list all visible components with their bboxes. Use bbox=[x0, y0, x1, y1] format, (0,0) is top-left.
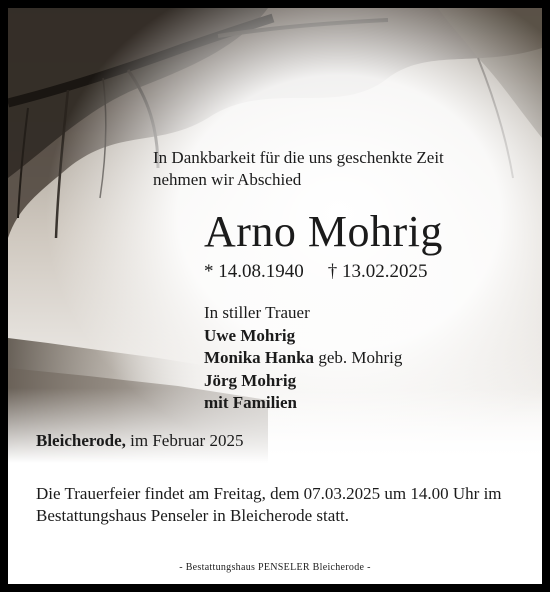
deceased-name: Arno Mohrig bbox=[204, 207, 443, 256]
birth-date: * 14.08.1940 bbox=[204, 261, 304, 282]
mourner-name: Monika Hanka bbox=[204, 348, 315, 367]
notice-date: im Februar 2025 bbox=[125, 431, 244, 450]
notice-content bbox=[8, 8, 542, 584]
intro-line-1: In Dankbarkeit für die uns geschenkte Zeit bbox=[153, 148, 444, 167]
mourner-name: Jörg Mohrig bbox=[204, 370, 297, 390]
death-date: † 13.02.2025 bbox=[327, 261, 428, 282]
place-and-date bbox=[36, 430, 243, 452]
intro-text bbox=[153, 147, 444, 191]
mourner-name: Uwe Mohrig bbox=[204, 325, 296, 345]
funeral-service-info: Die Trauerfeier findet am Freitag, dem 07.03.2025 um 14.00 Uhr im Bestattungshaus Penseler in Bleicherode statt. bbox=[36, 484, 502, 525]
place-name: Bleicherode, bbox=[36, 431, 126, 450]
funeral-home-footer: - Bestattungshaus PENSELER Bleicherode - bbox=[179, 562, 371, 573]
intro-line-2: nehmen wir Abschied bbox=[153, 170, 302, 189]
mourners-list bbox=[204, 302, 402, 415]
mourner-maiden-name: geb. Mohrig bbox=[314, 348, 403, 367]
life-dates bbox=[204, 261, 428, 283]
mourners-heading: In stiller Trauer bbox=[204, 303, 310, 322]
mourner-family: mit Familien bbox=[204, 393, 298, 412]
